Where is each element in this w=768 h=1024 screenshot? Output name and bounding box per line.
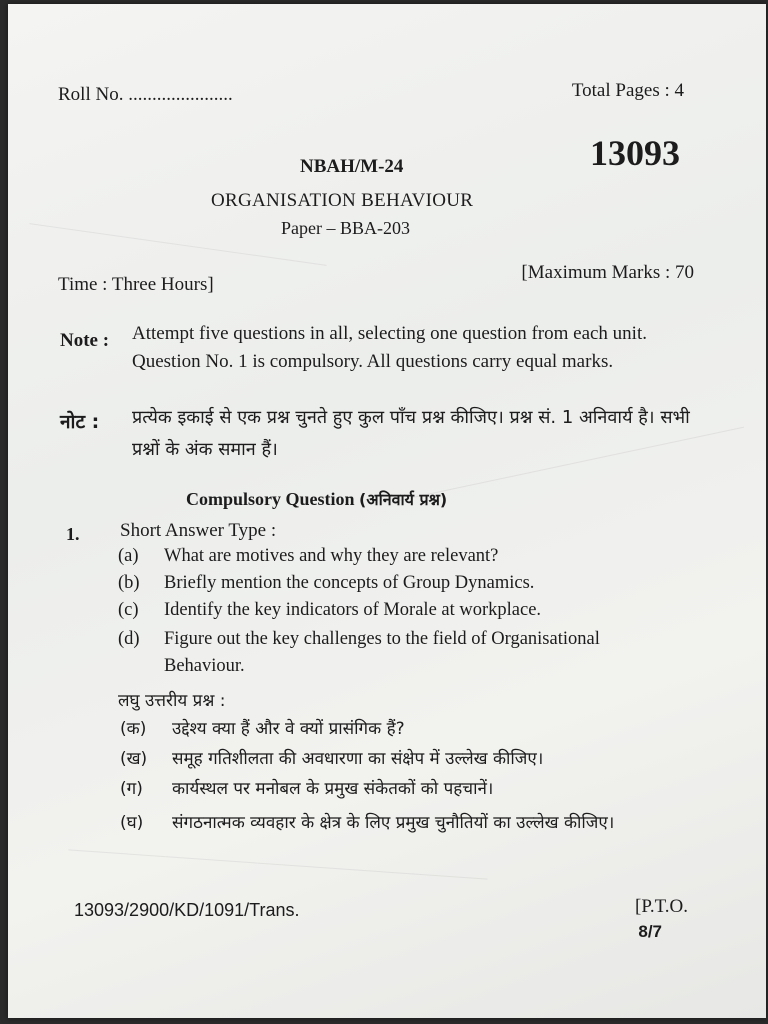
- sub-question-text: कार्यस्थल पर मनोबल के प्रमुख संकेतकों को पहचानें।: [172, 779, 494, 799]
- total-pages: Total Pages : 4: [571, 80, 684, 101]
- question-number: 1.: [66, 524, 80, 544]
- paper-code: NBAH/M-24: [300, 156, 404, 177]
- question-title-hindi: लघु उत्तरीय प्रश्न :: [118, 691, 226, 711]
- sub-question-hindi-kha: [120, 746, 543, 769]
- note-label-hindi: नोट :: [60, 411, 100, 433]
- exam-paper: [8, 4, 766, 1018]
- sub-question-text: समूह गतिशीलता की अवधारणा का संक्षेप में उल्लेख कीजिए।: [172, 749, 544, 769]
- sub-question-b: [118, 573, 534, 594]
- sub-question-label: (ख): [120, 749, 148, 769]
- sub-question-label: (घ): [120, 813, 144, 833]
- sub-question-label: (क): [120, 719, 147, 739]
- sub-question-hindi-gha: [120, 806, 710, 840]
- please-turn-over: [P.T.O.: [635, 896, 688, 917]
- sub-question-text: Figure out the key challenges to the field of Organisational Behaviour.: [164, 629, 600, 676]
- maximum-marks: [Maximum Marks : 70: [521, 262, 694, 283]
- subject-title: ORGANISATION BEHAVIOUR: [211, 190, 474, 211]
- sub-question-hindi-ka: [120, 716, 405, 739]
- paper-number: 13093: [590, 133, 680, 173]
- sub-question-label: (ग): [120, 779, 143, 799]
- sub-question-label: (c): [118, 600, 139, 620]
- sub-question-a: [118, 546, 498, 567]
- page-reference: 8/7: [638, 922, 662, 941]
- footer-code: 13093/2900/KD/1091/Trans.: [74, 900, 300, 920]
- note-label: Note :: [60, 330, 110, 351]
- time-allowed: Time : Three Hours]: [58, 274, 214, 295]
- sub-question-hindi-ga: [120, 776, 493, 799]
- sub-question-text: Identify the key indicators of Morale at workplace.: [164, 600, 542, 620]
- paper-name: Paper – BBA-203: [281, 218, 410, 238]
- roll-number: Roll No. ......................: [58, 84, 233, 105]
- note-text-hindi: प्रत्येक इकाई से एक प्रश्न चुनते हुए कुल पाँच प्रश्न कीजिए। प्रश्न सं. 1 अनिवार्य है। सभी प्रश्नों के अंक समान हैं।: [132, 407, 690, 460]
- compulsory-heading-hindi: (अनिवार्य प्रश्न): [359, 490, 448, 509]
- sub-question-d: [118, 626, 718, 680]
- sub-question-label: (a): [118, 546, 139, 566]
- note-text: Attempt five questions in all, selecting one question from each unit. Question No. 1 is compulsory. All questions carry equal marks.: [132, 323, 647, 372]
- compulsory-heading-english: Compulsory Question: [186, 489, 355, 509]
- sub-question-label: (b): [118, 573, 140, 593]
- sub-question-text: संगठनात्मक व्यवहार के क्षेत्र के लिए प्रमुख चुनौतियों का उल्लेख कीजिए।: [172, 813, 615, 833]
- sub-question-text: What are motives and why they are relevant?: [164, 546, 499, 566]
- sub-question-text: Briefly mention the concepts of Group Dynamics.: [164, 573, 535, 593]
- compulsory-heading: [186, 488, 447, 510]
- sub-question-label: (d): [118, 629, 140, 649]
- sub-question-text: उद्देश्य क्या हैं और वे क्यों प्रासंगिक हैं?: [172, 719, 405, 739]
- sub-question-c: [118, 600, 541, 621]
- question-title: Short Answer Type :: [120, 520, 277, 541]
